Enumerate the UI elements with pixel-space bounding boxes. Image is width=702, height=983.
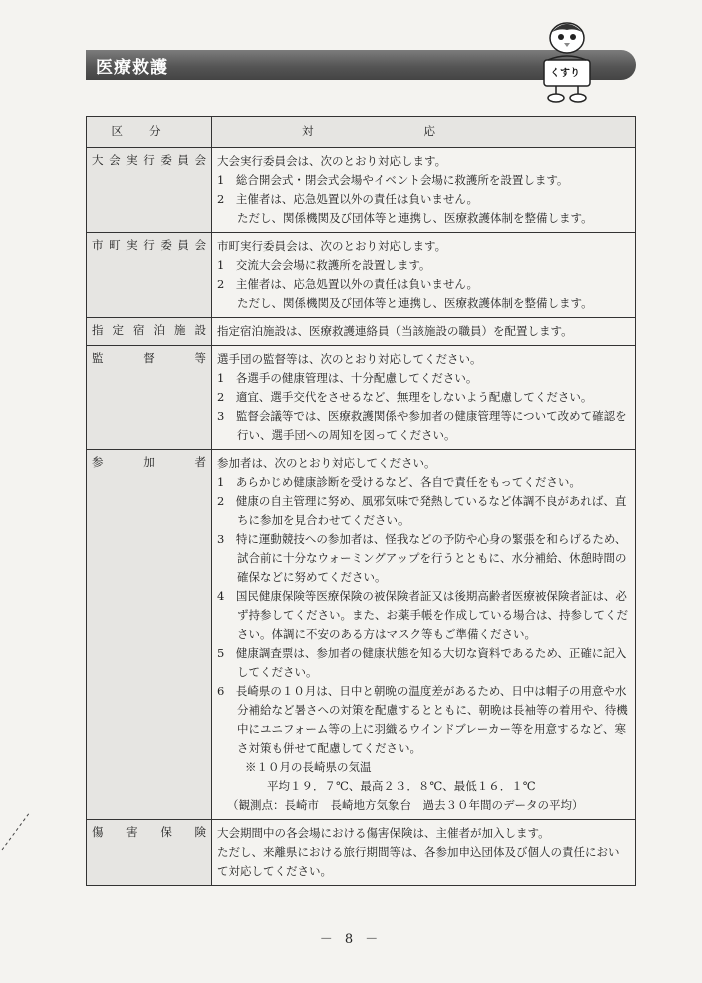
column-header-category: 区分 [87,117,212,148]
row-category: 参加者 [87,450,212,820]
column-header-response: 対応 [212,117,636,148]
row-response: 大会期間中の各会場における傷害保険は、主催者が加入します。 ただし、来離県における旅行期間等は、各参加申込団体及び個人の責任において対応してください。 [212,820,636,886]
medical-relief-table [86,116,636,886]
table-header-row [87,117,636,148]
row-response: 大会実行委員会は、次のとおり対応します。 1 総合開会式・閉会式会場やイベント会場に救護所を設置します。 2 主催者は、応急処置以外の責任は負いません。 ただし、関係機関及び団体等と連携し、医療救護体制を整備します。 [212,148,636,233]
fold-mark [0,808,34,852]
row-category: 傷害保険 [87,820,212,886]
row-response: 指定宿泊施設は、医療救護連絡員（当該施設の職員）を配置します。 [212,318,636,346]
page-number: － 8 － [319,932,383,947]
row-category: 市町実行委員会 [87,233,212,318]
table-row [87,346,636,450]
row-response: 選手団の監督等は、次のとおり対応してください。 1 各選手の健康管理は、十分配慮してください。 2 適宜、選手交代をさせるなど、無理をしないよう配慮してください。 3 監督会議等では、医療救護関係や参加者の健康管理等について改めて確認を行い、選手団への周知を図ってください。 [212,346,636,450]
row-response: 参加者は、次のとおり対応してください。 1 あらかじめ健康診断を受けるなど、各自で責任をもってください。 2 健康の自主管理に努め、風邪気味で発熱しているなど体調不良があれば、直ちに参加を見合わせてください。 3 特に運動競技への参加者は、怪我などの予防や心身の緊張を和らげるため、試合前に十分なウォーミングアップを行うとともに、水分補給、休憩時間の確保などに努めてください。 4 国民健康保険等医療保険の被保険者証又は後期高齢者医療被保険者証は、必ず持参してください。また、お薬手帳を作成している場合は、持参してください。体調に不安のある方はマスク等もご準備ください。 5 健康調査票は、参加者の健康状態を知る大切な資料であるため、正確に記入してください。 6 長崎県の１０月は、日中と朝晩の温度差があるため、日中は帽子の用意や水分補給など暑さへの対策を配慮するとともに、朝晩は長袖等の着用や、待機中にユニフォーム等の上に羽織るウインドブレーカー等を用意するなど、寒さ対策も併せて配慮してください。 ※１０月の長崎県の気温 平均１９．７℃、最高２３．８℃、最低１６．１℃ （観測点：長崎市 長崎地方気象台 過去３０年間のデータの平均） [212,450,636,820]
table-row [87,148,636,233]
mascot-label: くすり [550,68,580,79]
row-category: 大会実行委員会 [87,148,212,233]
mascot-icon [534,18,600,108]
row-category: 指定宿泊施設 [87,318,212,346]
table-row [87,233,636,318]
row-response: 市町実行委員会は、次のとおり対応します。 1 交流大会会場に救護所を設置します。 2 主催者は、応急処置以外の責任は負いません。 ただし、関係機関及び団体等と連携し、医療救護体制を整備します。 [212,233,636,318]
section-title: 医療救護 [96,58,168,78]
table-row [87,820,636,886]
table-row [87,318,636,346]
table-row [87,450,636,820]
row-category: 監督等 [87,346,212,450]
